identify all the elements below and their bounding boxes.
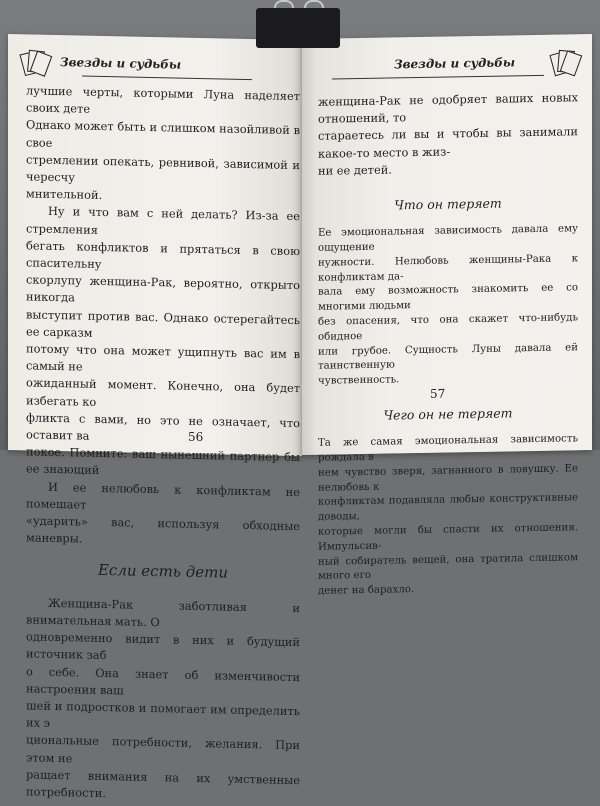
section-heading: Что он теряет	[394, 195, 502, 213]
tarot-cards-icon	[552, 50, 578, 72]
text-line: покое. Помните: ваш нынешний партнер бы ее знающий	[26, 444, 300, 478]
text-line: «ударить» вас, используя обходные маневры.	[26, 513, 300, 546]
left-running-header	[18, 48, 292, 84]
text-span: Ну и что вам с ней делать? Из-за ее стремления	[26, 204, 300, 237]
section-heading: Чего он не теряет	[383, 405, 513, 423]
text-line: конфликтам подавляла любые конструктивные доводы,	[318, 492, 578, 523]
text-line: ращает внимания на их умственные потребности.	[26, 767, 300, 800]
binder-clip	[256, 0, 340, 54]
text-line: которые могли бы спасти их отношения. Импульсив-	[318, 522, 578, 553]
text-line	[26, 203, 300, 243]
text-line: чувственность.	[318, 374, 400, 387]
left-body-text	[26, 82, 300, 806]
tarot-cards-icon	[22, 50, 48, 73]
right-running-header	[312, 48, 584, 83]
text-line: одновременно видит в них и будущий источник заб	[26, 629, 300, 663]
text-line: скорлупу женщина-Рак, вероятно, открыто никогда	[26, 272, 300, 305]
page-number: 56	[188, 429, 204, 445]
section-heading: Если есть дети	[97, 561, 229, 583]
left-page	[8, 34, 302, 800]
text-line: денег на барахло.	[318, 584, 415, 597]
text-line: лучшие черты, которыми Луна наделяет своих дете	[26, 83, 300, 116]
running-header-title: Звезды и судьбы	[60, 55, 182, 72]
text-line: о себе. Она знает об изменчивости настроения ваш	[26, 663, 300, 698]
text-line: фликта с вами, но это не означает, что оставит ва	[26, 410, 300, 443]
text-span: Женщина-Рак заботливая и внимательная мать. О	[26, 595, 300, 630]
text-line: стремлении опекать, ревнивой, зависимой и чересчу	[26, 152, 300, 185]
text-span: И ее нелюбовь к конфликтам не помешает	[26, 479, 300, 512]
text-line: ни ее детей.	[318, 162, 392, 178]
right-body-text	[318, 89, 578, 599]
text-line: выступит против вас. Однако остерегайтесь ее сарказм	[26, 307, 300, 340]
text-line: нужности. Нелюбовь женщины-Рака к конфликтам да-	[318, 253, 578, 284]
page-number: 57	[430, 386, 446, 401]
text-line	[26, 594, 300, 634]
text-line: Однако может быть и слишком назойливой в свое	[26, 117, 300, 150]
text-line: ожиданный момент. Конечно, она будет избегать ко	[26, 375, 300, 409]
text-line: или грубое. Сущность Луны давала ей таинственную	[318, 341, 578, 373]
text-line: стараетесь ли вы и чтобы вы занимали какое-то место в жиз-	[318, 124, 578, 161]
text-line: циональные потребности, желания. При этом не	[26, 732, 300, 765]
text-line: ный собиратель вещей, она тратила слишком много его	[318, 551, 578, 583]
text-line: вала ему возможность знакомить ее со многими людьми	[318, 282, 578, 313]
right-page	[302, 34, 592, 597]
text-line: женщина-Рак не одобряет ваших новых отношений, то	[318, 90, 578, 126]
text-line: потому что она может ущипнуть вас им в самый не	[26, 341, 300, 374]
text-line	[26, 478, 300, 518]
running-header-title: Звезды и судьбы	[394, 55, 516, 72]
text-line: шей и подростков и помогает им определить их э	[26, 698, 300, 730]
text-line: бегать конфликтов и прятаться в свою спасительну	[26, 238, 300, 271]
text-line: без опасения, что она скажет что-нибудь обидное	[318, 312, 578, 343]
text-line: Ее эмоциональная зависимость давала ему ощущение	[318, 223, 578, 254]
text-line: мнительной.	[26, 186, 103, 203]
text-line: Та же самая эмоциональная зависимость рождала в	[318, 433, 578, 464]
header-rule	[82, 76, 252, 81]
text-line: нем чувство зверя, загнанного в ловушку. Ее нелюбовь к	[318, 463, 578, 494]
header-rule	[332, 75, 544, 80]
